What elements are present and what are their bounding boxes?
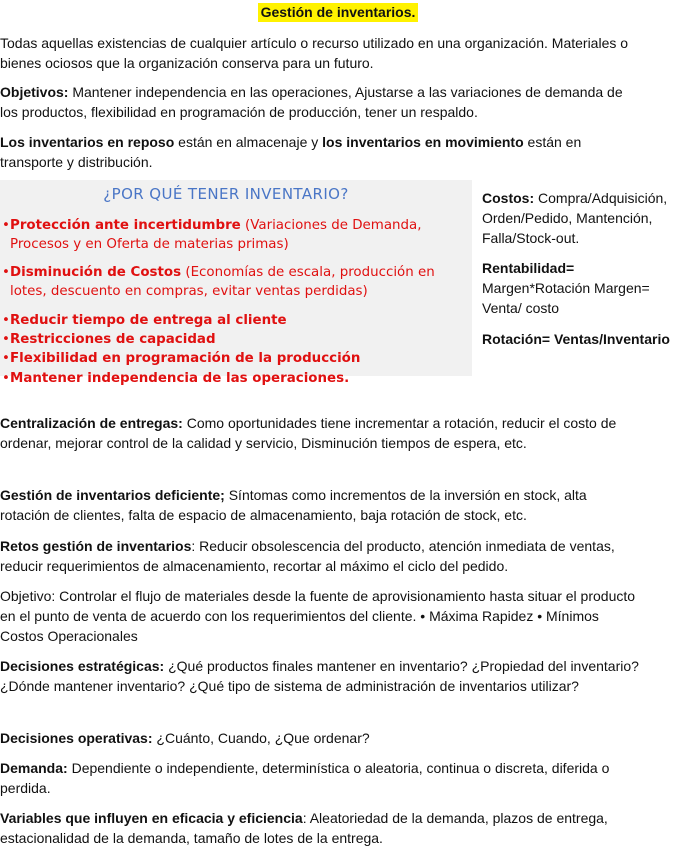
reposo-label-1: Los inventarios en reposo — [0, 134, 175, 150]
box-item-4-text: Restricciones de capacidad — [10, 332, 216, 347]
bullet-icon: • — [2, 265, 10, 280]
rotacion-paragraph — [482, 329, 676, 349]
reposo-label-2: los inventarios en movimiento — [322, 134, 524, 150]
estrategicas-text: ¿Qué productos finales mantener en inventario? ¿Propiedad del inventario? ¿Dónde mantener inventario? ¿Qué tipo de sistema de administración de inventarios utilizar? — [0, 658, 639, 694]
box-item-5 — [2, 349, 464, 368]
intro-text: Todas aquellas existencias de cualquier artículo o recurso utilizado en una organización. Materiales o bienes ociosos que la organización conserva para un futuro. — [0, 35, 629, 71]
operativas-paragraph — [0, 728, 640, 748]
reposo-paragraph — [0, 132, 640, 172]
demanda-text: Dependiente o independiente, determinística o aleatoria, continua o discreta, diferida o perdida. — [0, 760, 610, 796]
box-item-4 — [2, 330, 464, 349]
box-item-2 — [2, 263, 464, 301]
operativas-label: Decisiones operativas: — [0, 730, 153, 746]
box-item-1-rest: (Variaciones de Demanda, — [240, 218, 422, 233]
rentabilidad-label: Rentabilidad= — [482, 260, 575, 276]
box-item-2-bold: Disminución de Costos — [10, 265, 182, 280]
box-title: ¿POR QUÉ TENER INVENTARIO? — [103, 185, 349, 203]
deficiente-label: Gestión de inventarios deficiente; — [0, 487, 225, 503]
retos-paragraph — [0, 536, 640, 576]
box-item-2-line2: lotes, descuento en compras, evitar ventas perdidas) — [10, 284, 368, 299]
bullet-icon: • — [2, 332, 10, 347]
box-item-5-text: Flexibilidad en programación de la producción — [10, 351, 361, 366]
objetivos-paragraph — [0, 82, 640, 122]
box-item-1 — [2, 216, 464, 254]
retos-label: Retos gestión de inventarios — [0, 538, 192, 554]
demanda-paragraph — [0, 758, 640, 798]
reposo-mid: están en almacenaje y — [174, 134, 323, 150]
bullet-icon: • — [2, 313, 10, 328]
title-wrapper — [0, 2, 676, 22]
bullet-icon: • — [2, 218, 10, 233]
estrategicas-label: Decisiones estratégicas: — [0, 658, 169, 674]
centralizacion-paragraph — [0, 413, 640, 453]
objetivo-paragraph — [0, 586, 640, 646]
estrategicas-paragraph — [0, 656, 640, 696]
objetivo-text: Objetivo: Controlar el flujo de materiales desde la fuente de aprovisionamiento hasta situar el producto en el punto de venta de acuerdo con los requerimientos del cliente. • Máxima Rapidez • Mínimos Costos Operacionales — [0, 588, 636, 644]
costos-paragraph — [482, 188, 676, 248]
rentabilidad-paragraph — [482, 258, 676, 318]
operativas-text: ¿Cuánto, Cuando, ¿Que ordenar? — [152, 730, 370, 746]
bullet-icon: • — [2, 351, 10, 366]
reposo-end: están en transporte y distribución. — [0, 134, 582, 170]
centralizacion-label: Centralización de entregas: — [0, 415, 183, 431]
box-item-1-bold: Protección ante incertidumbre — [10, 218, 241, 233]
variables-paragraph — [0, 808, 640, 848]
deficiente-paragraph — [0, 485, 640, 525]
costos-label: Costos: — [482, 190, 535, 206]
variables-label: Variables que influyen en eficacia y eficiencia — [0, 810, 303, 826]
box-item-1-line2: Procesos y en Oferta de materias primas) — [10, 237, 289, 252]
retos-text: : Reducir obsolescencia del producto, atención inmediata de ventas, reducir requerimientos de almacenamiento, recortar al máximo el ciclo del pedido. — [0, 538, 615, 574]
bullet-icon: • — [2, 371, 10, 386]
rentabilidad-text: Margen*Rotación Margen= Venta/ costo — [482, 280, 650, 316]
objetivos-text: Mantener independencia en las operaciones, Ajustarse a las variaciones de demanda de los productos, flexibilidad en programación de producción, tener un respaldo. — [0, 84, 623, 120]
costos-text: Compra/Adquisición, Orden/Pedido, Mantención, Falla/Stock-out. — [482, 190, 668, 246]
demanda-label: Demanda: — [0, 760, 68, 776]
objetivos-label: Objetivos: — [0, 84, 69, 100]
deficiente-text: Síntomas como incrementos de la inversión en stock, alta rotación de clientes, falta de espacio de almacenamiento, baja rotación de stock, etc. — [0, 487, 587, 523]
rotacion-label: Rotación= Ventas/Inventario — [482, 331, 670, 347]
box-item-3 — [2, 311, 464, 330]
variables-text: : Aleatoriedad de la demanda, plazos de entrega, estacionalidad de la demanda, tamaño de lotes de la entrega. — [0, 810, 608, 846]
box-item-6-text: Mantener independencia de las operaciones. — [10, 371, 350, 386]
box-item-6 — [2, 369, 464, 388]
box-item-3-text: Reducir tiempo de entrega al cliente — [10, 313, 287, 328]
intro-paragraph — [0, 33, 640, 73]
why-inventory-box — [0, 180, 472, 376]
centralizacion-text: Como oportunidades tiene incrementar a rotación, reducir el costo de ordenar, mejorar control de la calidad y servicio, Disminución tiempos de espera, etc. — [0, 415, 617, 451]
box-item-2-rest: (Economías de escala, producción en — [181, 265, 435, 280]
page-title: Gestión de inventarios. — [258, 3, 419, 22]
